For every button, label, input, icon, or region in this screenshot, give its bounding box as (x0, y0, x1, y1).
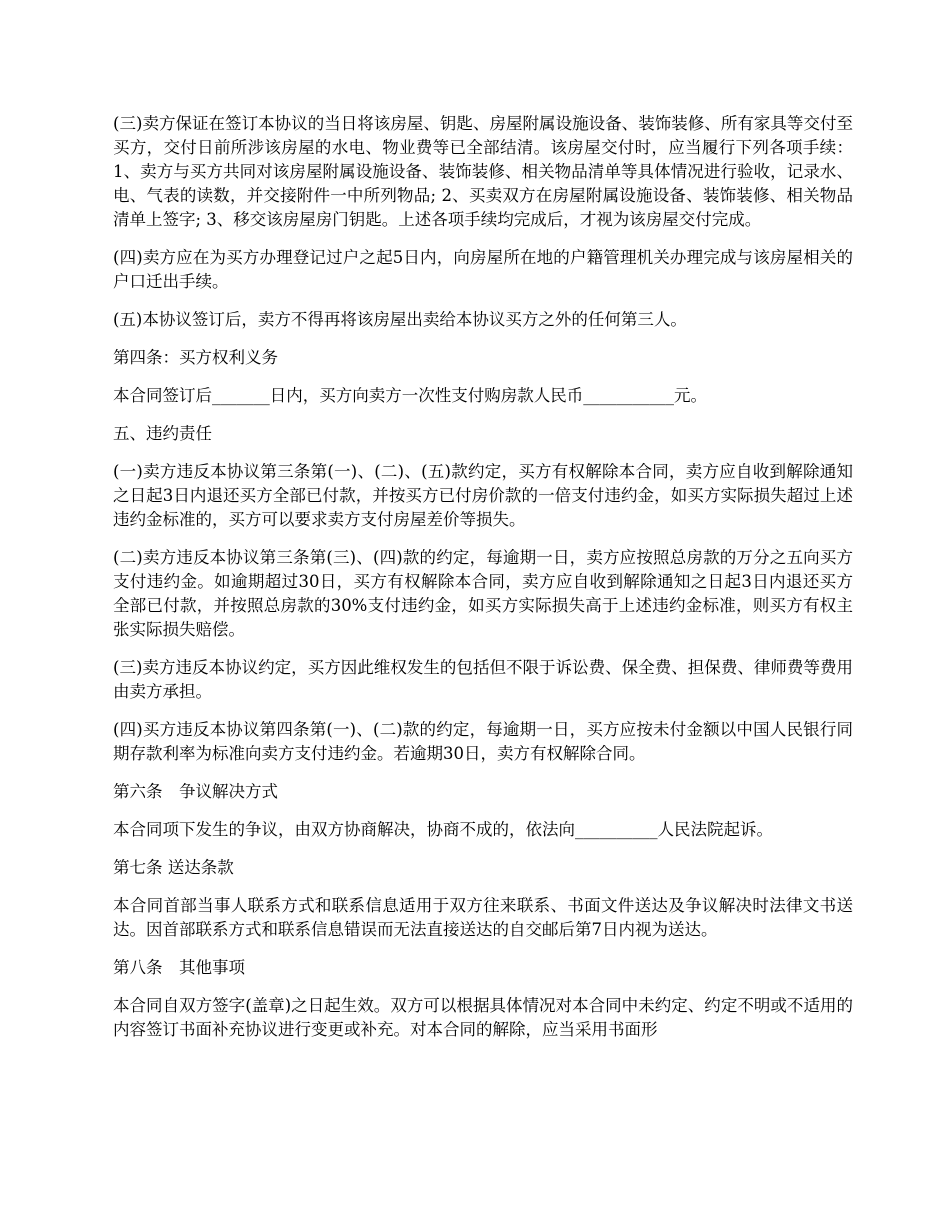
breach-clause-two-paragraph: (二)卖方违反本协议第三条第(三)、(四)款的约定，每逾期一日，卖方应按照总房款的万分之五向买方支付违约金。如逾期超过30日，买方有权解除本合同，卖方应自收到解除通知之日起3日内退还买方全部已付款，并按照总房款的30%支付违约金，如买方实际损失高于上述违约金标准，则买方有权主张实际损失赔偿。 (113, 548, 853, 639)
document-page (113, 112, 853, 1056)
breach-clause-three-paragraph: (三)卖方违反本协议约定，买方因此维权发生的包括但不限于诉讼费、保全费、担保费、律师费等费用由卖方承担。 (113, 658, 853, 701)
article-four-heading: 第四条：买方权利义务 (113, 348, 278, 367)
clause-household-registration-paragraph: (四)卖方应在为买方办理登记过户之起5日内，向房屋所在地的户籍管理机关办理完成与该房屋相关的户口迁出手续。 (113, 248, 853, 291)
article-seven-heading: 第七条 送达条款 (113, 858, 234, 877)
dispute-resolution-paragraph: 本合同项下发生的争议，由双方协商解决，协商不成的，依法向__________人民法院起诉。 (113, 820, 773, 839)
breach-clause-one-paragraph: (一)卖方违反本协议第三条第(一)、(二)、(五)款约定，买方有权解除本合同，卖方应自收到解除通知之日起3日内退还买方全部已付款，并按买方已付房价款的一倍支付违约金，如买方实际损失超过上述违约金标准的，买方可以要求卖方支付房屋差价等损失。 (113, 462, 853, 529)
payment-term-paragraph: 本合同签订后_______日内，买方向卖方一次性支付购房款人民币___________元。 (113, 386, 707, 405)
breach-clause-four-paragraph: (四)买方违反本协议第四条第(一)、(二)款的约定，每逾期一日，买方应按未付金额以中国人民银行同期存款利率为标准向卖方支付违约金。若逾期30日，卖方有权解除合同。 (113, 720, 853, 763)
breach-liability-heading: 五、违约责任 (113, 424, 212, 443)
clause-no-resale-paragraph: (五)本协议签订后，卖方不得再将该房屋出卖给本协议买方之外的任何第三人。 (113, 310, 687, 329)
clause-delivery-paragraph: (三)卖方保证在签订本协议的当日将该房屋、钥匙、房屋附属设施设备、装饰装修、所有家具等交付至买方，交付日前所涉该房屋的水电、物业费等已全部结清。该房屋交付时，应当履行下列各项手续：1、卖方与买方共同对该房屋附属设施设备、装饰装修、相关物品清单等具体情况进行验收，记录水、电、气表的读数，并交接附件一中所列物品; 2、买卖双方在房屋附属设施设备、装饰装修、相关物品清单上签字; 3、移交该房屋房门钥匙。上述各项手续均完成后，才视为该房屋交付完成。 (113, 114, 853, 229)
other-matters-paragraph: 本合同自双方签字(盖章)之日起生效。双方可以根据具体情况对本合同中未约定、约定不明或不适用的内容签订书面补充协议进行变更或补充。对本合同的解除，应当采用书面形 (113, 996, 853, 1039)
article-eight-heading: 第八条 其他事项 (113, 958, 245, 977)
service-clause-paragraph: 本合同首部当事人联系方式和联系信息适用于双方往来联系、书面文件送达及争议解决时法律文书送达。因首部联系方式和联系信息错误而无法直接送达的自交邮后第7日内视为送达。 (113, 896, 853, 939)
article-six-heading: 第六条 争议解决方式 (113, 782, 278, 801)
